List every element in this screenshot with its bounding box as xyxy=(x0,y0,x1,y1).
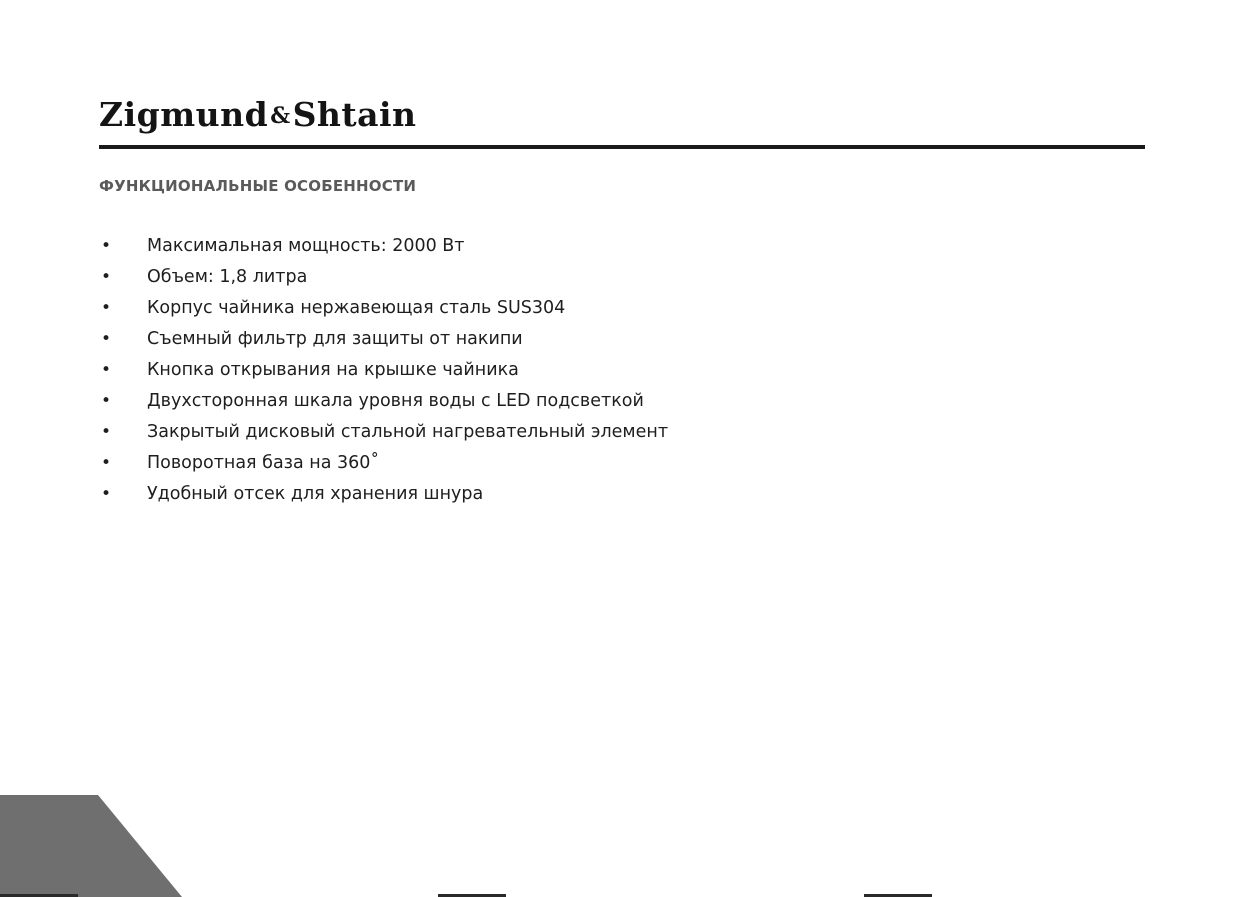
bullet-icon: • xyxy=(101,328,112,349)
feature-text: Съемный фильтр для защиты от накипи xyxy=(147,328,523,349)
feature-item xyxy=(99,261,668,292)
bullet-icon: • xyxy=(101,297,112,318)
bullet-icon: • xyxy=(101,359,112,380)
feature-text: Поворотная база на 360˚ xyxy=(147,452,380,473)
bullet-icon: • xyxy=(101,390,112,411)
feature-text: Закрытый дисковый стальной нагревательный элемент xyxy=(147,421,669,442)
feature-item xyxy=(99,478,668,509)
feature-text: Максимальная мощность: 2000 Вт xyxy=(147,235,465,256)
feature-item xyxy=(99,323,668,354)
feature-text: Удобный отсек для хранения шнура xyxy=(147,483,484,504)
bullet-icon: • xyxy=(101,235,112,256)
brand-name-left: Zigmund xyxy=(99,95,269,134)
section-title: ФУНКЦИОНАЛЬНЫЕ ОСОБЕННОСТИ xyxy=(99,177,417,195)
bullet-icon: • xyxy=(101,452,112,473)
feature-item xyxy=(99,292,668,323)
feature-item xyxy=(99,447,668,478)
feature-text: Кнопка открывания на крышке чайника xyxy=(147,359,519,380)
brand-name-right: Shtain xyxy=(292,95,417,134)
feature-item xyxy=(99,230,668,261)
corner-decoration xyxy=(0,795,182,897)
header-rule xyxy=(99,145,1145,149)
brand-ampersand: & xyxy=(270,103,291,129)
bullet-icon: • xyxy=(101,266,112,287)
feature-item xyxy=(99,354,668,385)
bullet-icon: • xyxy=(101,483,112,504)
feature-item xyxy=(99,416,668,447)
bullet-icon: • xyxy=(101,421,112,442)
feature-text: Двухсторонная шкала уровня воды с LED подсветкой xyxy=(147,390,644,411)
feature-text: Объем: 1,8 литра xyxy=(147,266,308,287)
feature-list xyxy=(99,230,668,509)
brand-logo xyxy=(99,95,417,134)
feature-text: Корпус чайника нержавеющая сталь SUS304 xyxy=(147,297,566,318)
feature-item xyxy=(99,385,668,416)
